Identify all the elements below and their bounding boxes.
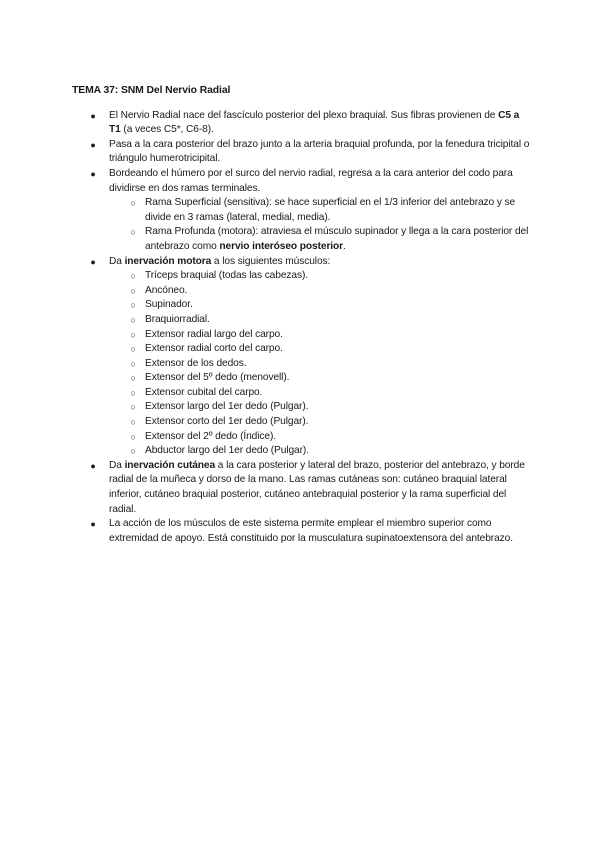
item-text: .: [343, 240, 346, 252]
sub-list-item-body: [145, 372, 289, 383]
item-text: Extensor del 5º dedo (menovell).: [145, 372, 290, 384]
item-text: El Nervio Radial nace del fascículo posterior del plexo braquial. Sus fibras provienen de: [109, 109, 499, 121]
list-item: [72, 459, 532, 517]
sub-list-item-body: [145, 387, 262, 398]
document-page: [72, 84, 532, 546]
list-item-body: [109, 110, 519, 136]
sub-list-item-body: [145, 299, 193, 310]
list-item: [72, 167, 532, 255]
sub-list-item: [109, 269, 532, 284]
item-text: Rama Profunda (motora): atraviesa el músculo supinador y llega a la cara posterior del antebrazo como: [145, 226, 529, 252]
item-text: Abductor largo del 1er dedo (Pulgar).: [145, 445, 309, 457]
sub-list-item-body: [145, 416, 308, 427]
item-text: Extensor radial corto del carpo.: [145, 343, 283, 355]
sub-list-item: [109, 284, 532, 299]
item-bold-text: inervación cutánea: [124, 459, 216, 471]
sub-list-item-body: [145, 343, 283, 354]
item-text: Bordeando el húmero por el surco del nervio radial, regresa a la cara anterior del codo para dividirse en dos ramas terminales.: [109, 167, 513, 194]
sub-list-item-body: [145, 401, 308, 412]
item-text: Da: [109, 255, 125, 267]
sub-list-item-body: [145, 431, 276, 442]
sub-list-item-body: [145, 329, 283, 340]
bullet-icon: ●: [90, 110, 96, 121]
list-item: [72, 138, 532, 167]
item-text: Extensor radial largo del carpo.: [145, 328, 283, 340]
list-item: [72, 255, 532, 459]
item-text: Braquiorradial.: [145, 313, 210, 325]
sub-list-item: [109, 196, 532, 225]
sub-list-item: [109, 386, 532, 401]
sub-bullet-icon: ○: [130, 227, 136, 238]
item-text: Extensor del 2º dedo (Índice).: [145, 430, 276, 442]
sub-list-item: [109, 225, 532, 254]
item-text: a los siguientes músculos:: [211, 255, 331, 267]
sub-bullet-icon: ○: [130, 387, 136, 398]
item-bold-text: C5 a T1: [109, 109, 520, 136]
item-text: Extensor largo del 1er dedo (Pulgar).: [145, 401, 309, 413]
item-text: (a veces C5*, C6-8).: [120, 124, 214, 136]
sub-list-item-body: [145, 226, 528, 252]
list-item-body: [109, 518, 513, 544]
sub-list-item: [109, 430, 532, 445]
main-bullet-list: [72, 109, 532, 547]
sub-bullet-list: [109, 196, 532, 254]
sub-bullet-list: [109, 269, 532, 459]
sub-list-item: [109, 328, 532, 343]
item-bold-text: nervio interóseo posterior: [219, 240, 344, 252]
sub-bullet-icon: ○: [130, 314, 136, 325]
bullet-icon: ●: [90, 460, 96, 471]
item-text: Pasa a la cara posterior del brazo junto a la arteria braquial profunda, por la fenedura tricipital o triángulo humerotricipital.: [109, 138, 530, 165]
sub-list-item-body: [145, 197, 515, 223]
list-item: [72, 109, 532, 138]
sub-list-item-body: [145, 358, 246, 369]
bullet-icon: ●: [90, 256, 96, 267]
sub-bullet-icon: ○: [130, 300, 136, 311]
sub-list-item-body: [145, 270, 308, 281]
sub-list-item-body: [145, 285, 187, 296]
bullet-icon: ●: [90, 519, 96, 530]
sub-bullet-icon: ○: [130, 198, 136, 209]
sub-list-item: [109, 371, 532, 386]
list-item-body: [109, 460, 525, 515]
sub-bullet-icon: ○: [130, 344, 136, 355]
sub-list-item: [109, 400, 532, 415]
sub-list-item: [109, 357, 532, 372]
item-text: a la cara posterior y lateral del brazo, posterior del antebrazo, y borde radial de la muñeca y dorso de la mano. Las ramas cutáneas son: cutáneo braquial lateral inferior, cutáneo braquial posterior, cutáneo antebraquial posterior y la rama superficial del radial.: [109, 459, 525, 515]
sub-bullet-icon: ○: [130, 358, 136, 369]
bullet-icon: ●: [90, 168, 96, 179]
document-title: TEMA 37: SNM Del Nervio Radial: [72, 85, 231, 96]
item-text: Extensor cubital del carpo.: [145, 386, 263, 398]
sub-bullet-icon: ○: [130, 373, 136, 384]
list-item-body: [109, 168, 513, 194]
sub-bullet-icon: ○: [130, 271, 136, 282]
sub-list-item: [109, 298, 532, 313]
sub-bullet-icon: ○: [130, 285, 136, 296]
sub-list-item-body: [145, 445, 309, 456]
list-item-body: [109, 256, 330, 267]
item-text: Supinador.: [145, 299, 193, 311]
list-item-body: [109, 139, 529, 165]
item-text: Extensor de los dedos.: [145, 357, 247, 369]
sub-list-item: [109, 415, 532, 430]
item-text: Da: [109, 459, 125, 471]
sub-bullet-icon: ○: [130, 446, 136, 457]
sub-list-item: [109, 342, 532, 357]
item-bold-text: inervación motora: [124, 255, 212, 267]
sub-bullet-icon: ○: [130, 431, 136, 442]
item-text: Extensor corto del 1er dedo (Pulgar).: [145, 416, 309, 428]
item-text: Tríceps braquial (todas las cabezas).: [145, 270, 308, 282]
sub-bullet-icon: ○: [130, 417, 136, 428]
sub-list-item: [109, 313, 532, 328]
sub-list-item-body: [145, 314, 210, 325]
list-item: [72, 517, 532, 546]
item-text: Rama Superficial (sensitiva): se hace superficial en el 1/3 inferior del antebrazo y se divide en 3 ramas (lateral, medial, media).: [145, 197, 516, 223]
bullet-icon: ●: [90, 139, 96, 150]
item-text: La acción de los músculos de este sistema permite emplear el miembro superior como extremidad de apoyo. Está constituido por la musculatura supinatoextensora del antebrazo.: [109, 518, 513, 544]
sub-bullet-icon: ○: [130, 329, 136, 340]
sub-bullet-icon: ○: [130, 402, 136, 413]
sub-list-item: [109, 444, 532, 459]
item-text: Ancóneo.: [145, 284, 188, 296]
